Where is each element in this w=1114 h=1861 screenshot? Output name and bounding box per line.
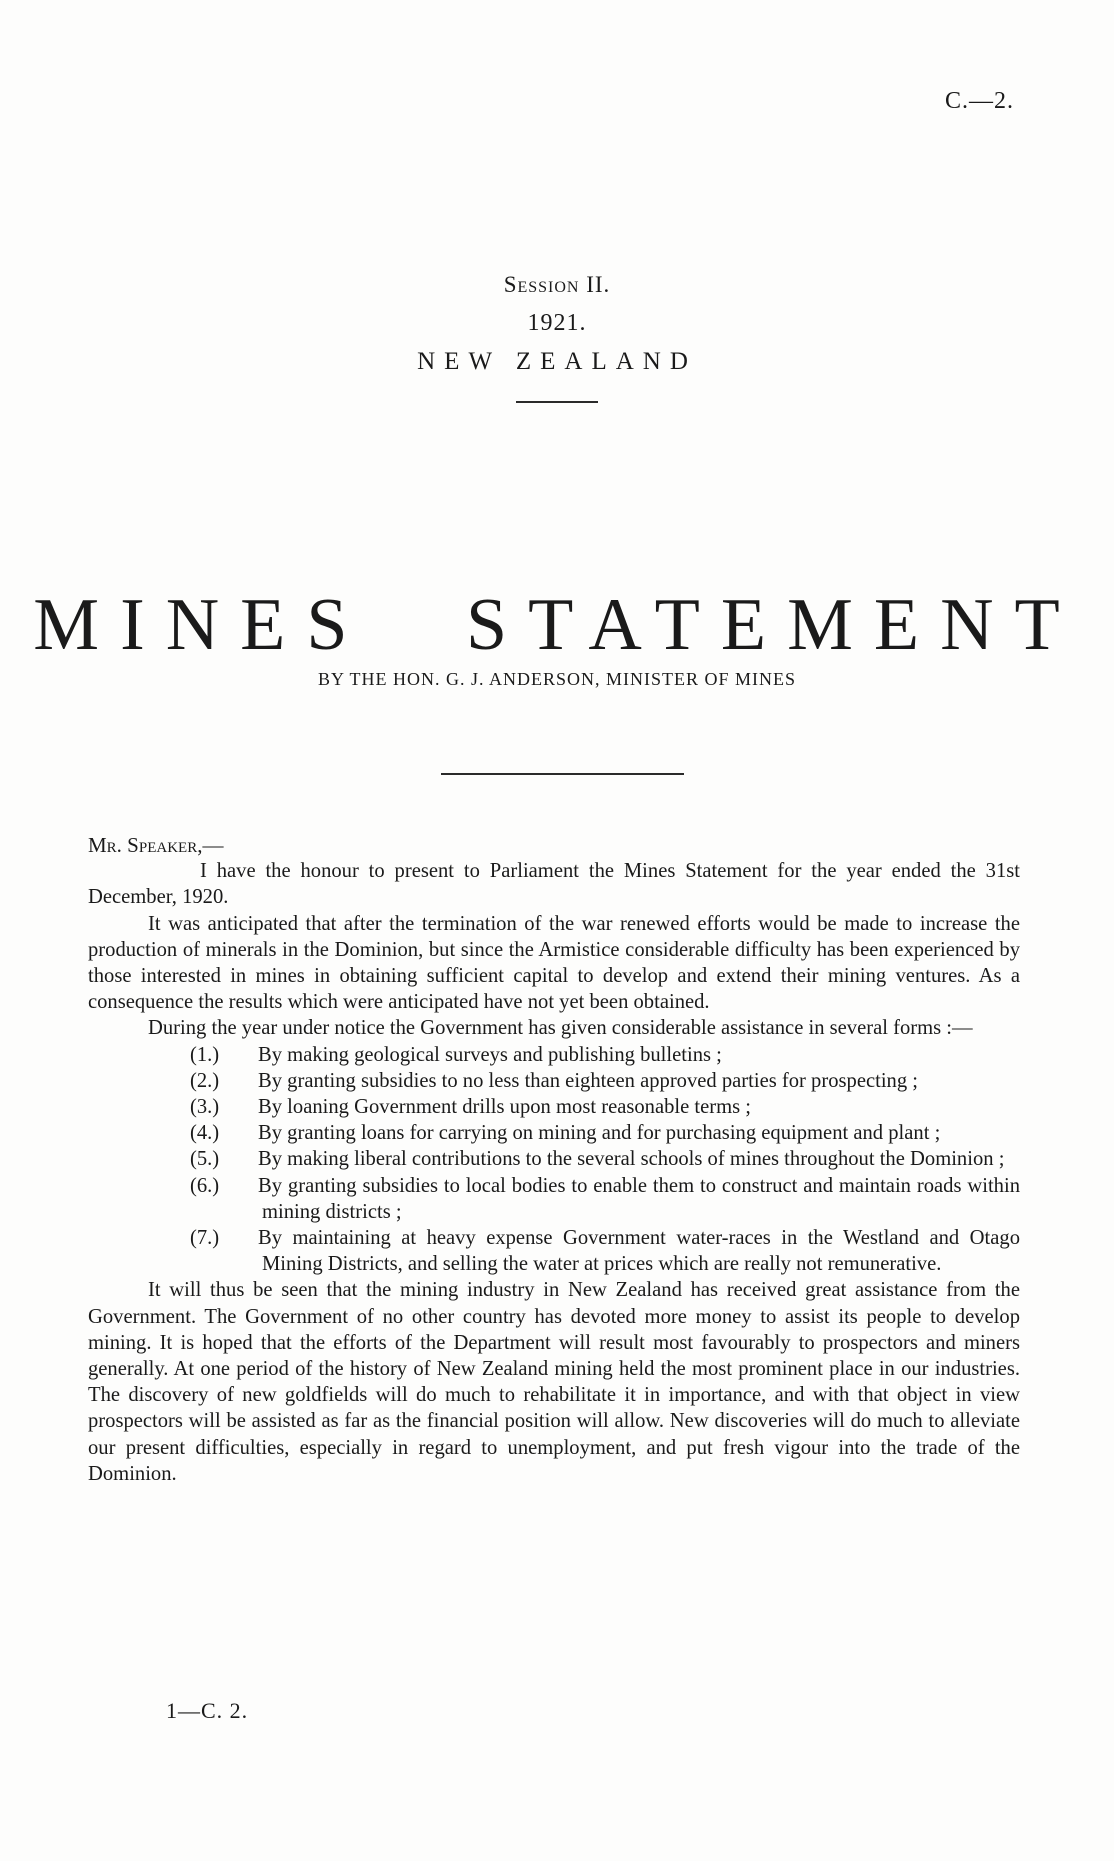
paragraph-2: It was anticipated that after the termination of the war renewed efforts would be made to increase the production of minerals in the Dominion, but since the Armistice considerable difficulty has been experienced by those interested in mines in obtaining sufficient capital to develop and extend their mining ventures. As a consequence the results which were anticipated have not yet been obtained.: [88, 912, 1020, 1014]
list-item-number: (4.): [190, 1122, 220, 1145]
salutation: Mr. Speaker,—: [88, 833, 224, 857]
list-item: [88, 1068, 1020, 1094]
country-label: NEW ZEALAND: [417, 348, 697, 375]
session-label: Session II.: [503, 272, 611, 297]
document-reference: C.—2.: [944, 88, 1014, 114]
list-item-text: By loaning Government drills upon most reasonable terms ;: [258, 1096, 752, 1119]
list-item: [88, 1146, 1020, 1172]
list-item-number: (7.): [190, 1227, 220, 1250]
year-label: 1921.: [527, 310, 587, 336]
list-item: [88, 1094, 1020, 1120]
list-item-text: By granting subsidies to local bodies to enable them to construct and maintain roads within mining districts ;: [258, 1174, 1020, 1223]
list-item-text: By granting subsidies to no less than eighteen approved parties for prospecting ;: [258, 1069, 919, 1092]
paragraph-4: It will thus be seen that the mining industry in New Zealand has received great assistance from the Government. The Government of no other country has devoted more money to assist its people to develop mining. It is hoped that the efforts of the Department will result most favourably to prospectors and miners generally. At one period of the history of New Zealand mining held the most prominent place in our industries. The discovery of new goldfields will do much to rehabilitate it in importance, and with that object in view prospectors will be assisted as far as the financial position will allow. New discoveries will do much to alleviate our present difficulties, especially in regard to unemployment, and put fresh vigour into the trade of the Dominion.: [88, 1279, 1020, 1485]
list-item: [88, 1042, 1020, 1068]
list-item-number: (2.): [190, 1069, 220, 1092]
list-item-text: By making geological surveys and publishing bulletins ;: [258, 1043, 722, 1066]
list-item-text: By granting loans for carrying on mining and for purchasing equipment and plant ;: [258, 1122, 941, 1145]
document-title: MINES STATEMENT: [33, 584, 1081, 666]
list-item-text: By maintaining at heavy expense Government water-races in the Westland and Otago Mining Districts, and selling the water at prices which are really not remunerative.: [258, 1227, 1020, 1276]
list-item: [88, 1120, 1020, 1146]
list-item-number: (1.): [190, 1043, 220, 1066]
header-divider: [516, 401, 598, 403]
list-item: [88, 1173, 1020, 1225]
title-divider: [441, 773, 684, 775]
list-item-text: By making liberal contributions to the several schools of mines throughout the Dominion ;: [258, 1148, 1005, 1171]
list-item-number: (5.): [190, 1148, 220, 1171]
list-item-number: (3.): [190, 1096, 220, 1119]
paragraph-1: I have the honour to present to Parliament the Mines Statement for the year ended the 31st December, 1920.: [88, 860, 1020, 909]
document-byline: BY THE HON. G. J. ANDERSON, MINISTER OF MINES: [317, 669, 797, 689]
list-item-number: (6.): [190, 1174, 220, 1197]
assistance-list: [88, 1042, 1020, 1278]
list-item: [88, 1225, 1020, 1277]
paragraph-3: During the year under notice the Government has given considerable assistance in several forms :—: [148, 1017, 973, 1040]
document-body: [88, 832, 1020, 1487]
page-footer-signature: 1—C. 2.: [166, 1698, 249, 1723]
